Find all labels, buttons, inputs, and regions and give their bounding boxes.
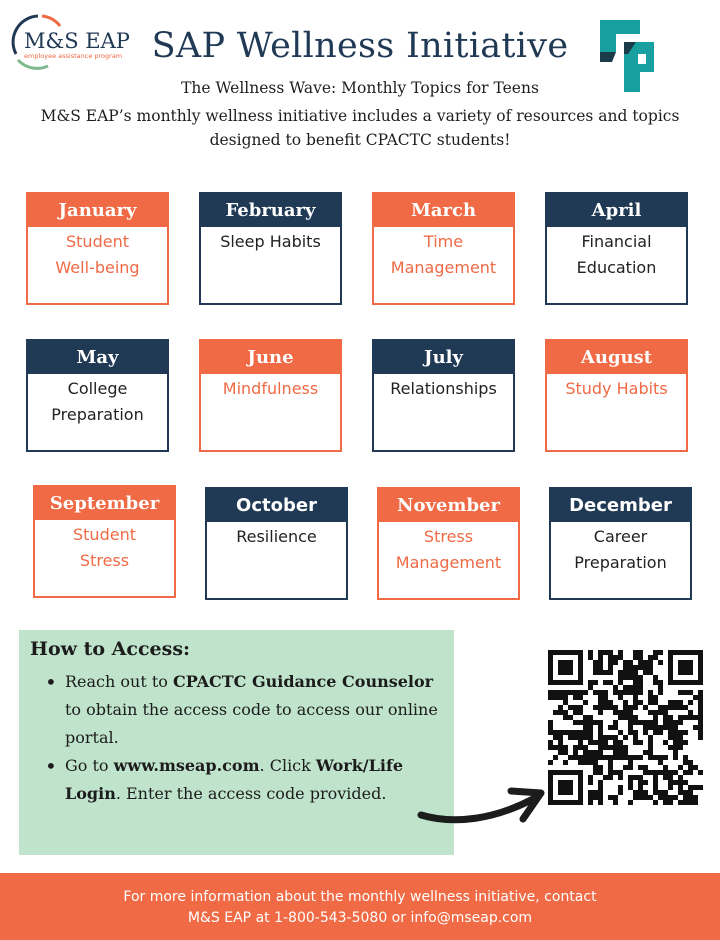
work-life-login: Work/Life Login bbox=[65, 756, 404, 803]
month-name: January bbox=[28, 194, 167, 227]
intro-text bbox=[0, 104, 720, 152]
month-name: November bbox=[379, 489, 518, 522]
month-name: March bbox=[374, 194, 513, 227]
month-name: October bbox=[207, 489, 346, 522]
step-2-pre: Go to bbox=[65, 756, 114, 775]
month-card-june bbox=[199, 339, 342, 452]
access-box bbox=[19, 630, 454, 855]
month-topic: College Preparation bbox=[51, 379, 144, 424]
step-2-mid: . Click bbox=[259, 756, 316, 775]
month-topic: Student Stress bbox=[73, 525, 136, 570]
intro-line-2: designed to benefit CPACTC students! bbox=[209, 131, 511, 149]
logo-tagline: employee assistance program bbox=[24, 52, 123, 60]
month-name: June bbox=[201, 341, 340, 374]
month-card-may bbox=[26, 339, 169, 452]
month-card-february bbox=[199, 192, 342, 305]
month-name: July bbox=[374, 341, 513, 374]
footer-banner bbox=[0, 873, 720, 940]
website-link[interactable]: www.mseap.com bbox=[113, 756, 260, 775]
month-topic: Time Management bbox=[390, 232, 497, 277]
footer-line-2: M&S EAP at 1-800-543-5080 or info@mseap.com bbox=[187, 910, 533, 926]
month-name: April bbox=[547, 194, 686, 227]
month-topic: Sleep Habits bbox=[220, 232, 321, 251]
footer-line-1: For more information about the monthly wellness initiative, contact bbox=[123, 889, 597, 905]
month-name: May bbox=[28, 341, 167, 374]
month-topic: Financial Education bbox=[576, 232, 657, 277]
month-name: February bbox=[201, 194, 340, 227]
month-card-september bbox=[33, 485, 176, 598]
month-topic: Career Preparation bbox=[574, 527, 667, 572]
page-title: SAP Wellness Initiative bbox=[151, 26, 569, 66]
month-topic: Relationships bbox=[390, 379, 497, 398]
qr-code-icon[interactable] bbox=[548, 650, 703, 805]
curved-arrow-icon bbox=[415, 775, 555, 845]
month-topic: Mindfulness bbox=[222, 379, 319, 398]
access-steps bbox=[43, 668, 443, 808]
step-1-pre: Reach out to bbox=[65, 672, 174, 691]
month-card-october bbox=[205, 487, 348, 600]
intro-line-1: M&S EAP’s monthly wellness initiative includes a variety of resources and topics bbox=[40, 107, 680, 125]
access-step-2 bbox=[43, 752, 443, 808]
step-1-bold: CPACTC Guidance Counselor bbox=[173, 672, 434, 691]
month-topic: Resilience bbox=[236, 527, 317, 546]
month-name: September bbox=[35, 487, 174, 520]
month-topic: Stress Management bbox=[395, 527, 502, 572]
month-card-august bbox=[545, 339, 688, 452]
month-name: December bbox=[551, 489, 690, 522]
month-card-april bbox=[545, 192, 688, 305]
month-card-july bbox=[372, 339, 515, 452]
step-1-post: to obtain the access code to access our online portal. bbox=[65, 700, 438, 747]
access-title: How to Access: bbox=[30, 638, 191, 660]
month-name: August bbox=[547, 341, 686, 374]
month-card-march bbox=[372, 192, 515, 305]
logo-brand-text: M&S EAP bbox=[24, 29, 130, 53]
page-subtitle: The Wellness Wave: Monthly Topics for Teens bbox=[181, 79, 539, 97]
month-card-november bbox=[377, 487, 520, 600]
month-topic: Study Habits bbox=[565, 379, 668, 398]
month-card-december bbox=[549, 487, 692, 600]
month-topic: Student Well-being bbox=[55, 232, 140, 277]
access-step-1 bbox=[43, 668, 443, 752]
month-card-january bbox=[26, 192, 169, 305]
step-2-post: . Enter the access code provided. bbox=[115, 784, 387, 803]
